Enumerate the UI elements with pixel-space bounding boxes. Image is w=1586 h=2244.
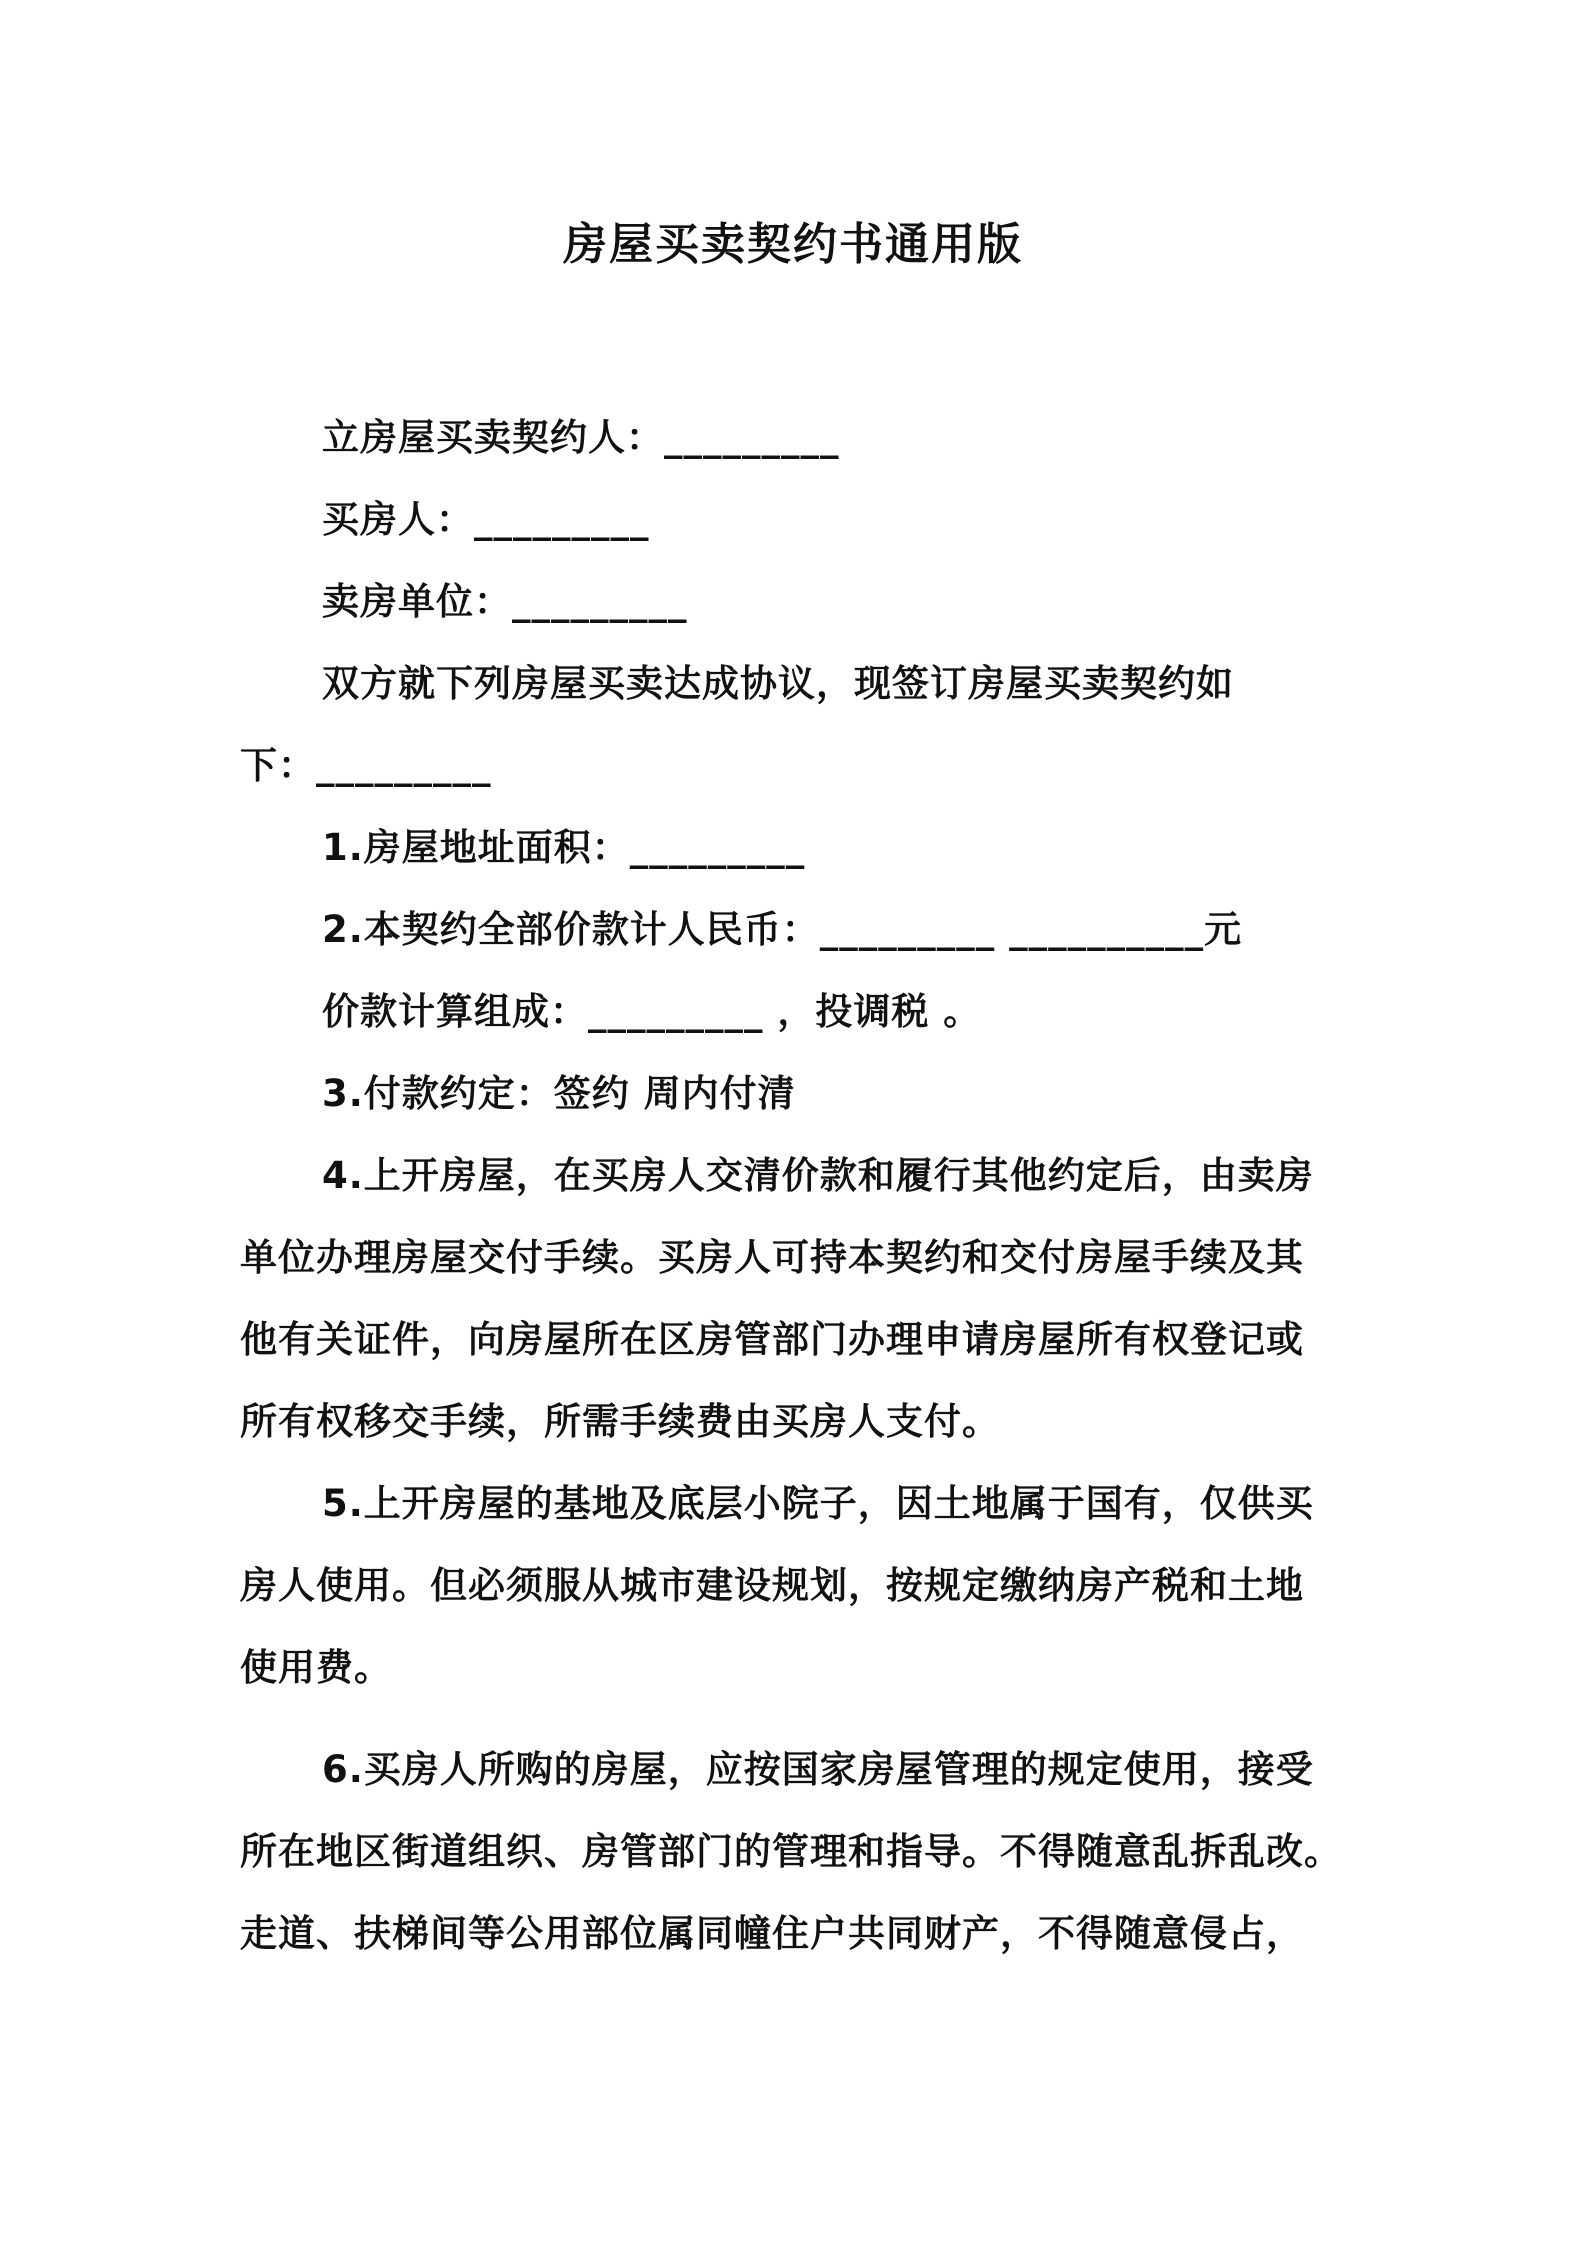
- clause-5-line-2: 房人使用。但必须服从城市建设规划，按规定缴纳房产税和土地: [240, 1564, 1304, 1607]
- clause-4-line-1: 4.上开房屋，在买房人交清价款和履行其他约定后，由卖房: [322, 1154, 1314, 1197]
- clause-3-line: 3.付款约定：签约 周内付清: [322, 1072, 796, 1115]
- contract-party-line: 立房屋买卖契约人：_________: [322, 416, 840, 459]
- seller-line: 卖房单位：_________: [322, 580, 688, 623]
- clause-6-line-3: 走道、扶梯间等公用部位属同幢住户共同财产，不得随意侵占，: [240, 1912, 1304, 1955]
- clause-4-line-3: 他有关证件，向房屋所在区房管部门办理申请房屋所有权登记或: [240, 1318, 1304, 1361]
- clause-1-line: 1.房屋地址面积：_________: [322, 826, 806, 869]
- clause-6-line-2: 所在地区街道组织、房管部门的管理和指导。不得随意乱拆乱改。: [240, 1830, 1342, 1873]
- agreement-intro-line-cont: 下：_________: [240, 744, 492, 787]
- clause-4-line-4: 所有权移交手续，所需手续费由买房人支付。: [240, 1400, 1000, 1443]
- price-composition-line: 价款计算组成：_________ ，投调税 。: [322, 990, 982, 1033]
- clause-5-line-3: 使用费。: [240, 1646, 392, 1689]
- clause-4-line-2: 单位办理房屋交付手续。买房人可持本契约和交付房屋手续及其: [240, 1236, 1304, 1279]
- clause-2-line: 2.本契约全部价款计人民币：_________ __________元: [322, 908, 1243, 951]
- document-title: 房屋买卖契约书通用版: [563, 219, 1023, 270]
- agreement-intro-line: 双方就下列房屋买卖达成协议，现签订房屋买卖契约如: [322, 662, 1234, 705]
- buyer-line: 买房人：_________: [322, 498, 650, 541]
- clause-5-line-1: 5.上开房屋的基地及底层小院子，因土地属于国有，仅供买: [322, 1482, 1314, 1525]
- clause-6-line-1: 6.买房人所购的房屋，应按国家房屋管理的规定使用，接受: [322, 1748, 1314, 1791]
